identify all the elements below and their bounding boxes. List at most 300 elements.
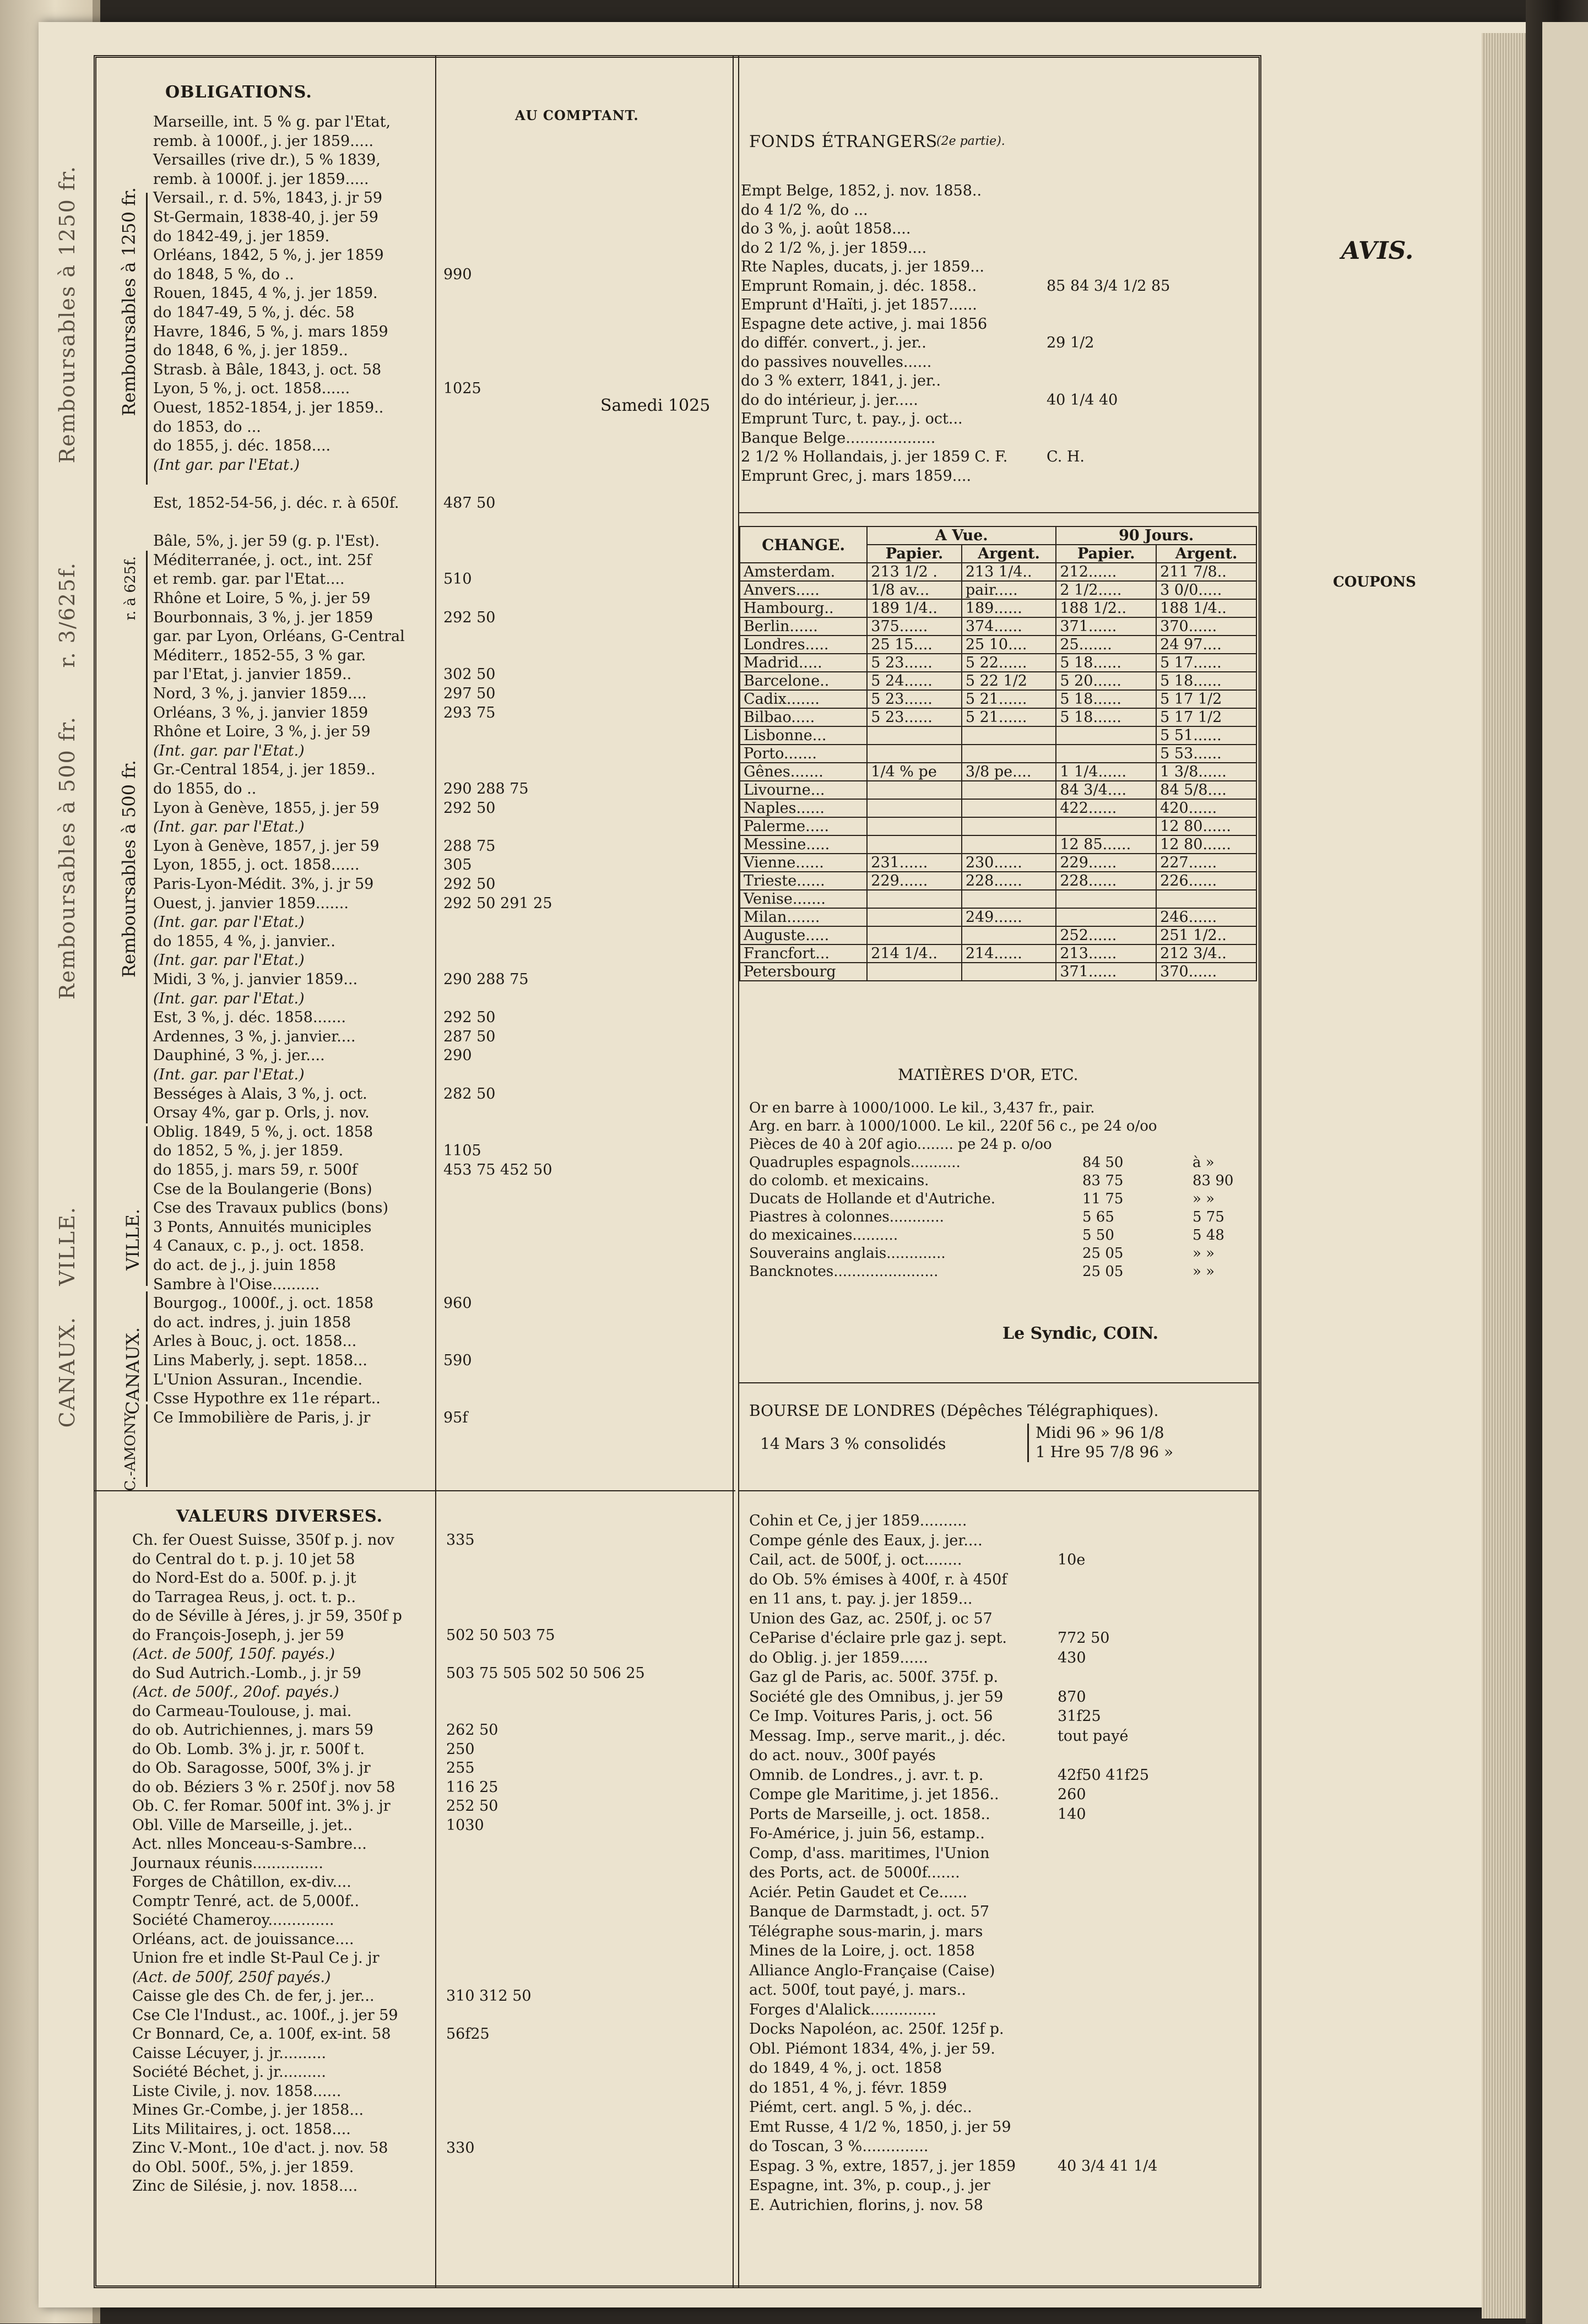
coupons-heading: COUPONS [1333, 574, 1416, 590]
fonds-subtitle: (2e partie). [936, 134, 1005, 148]
change-rate [962, 926, 1056, 944]
change-city: Bilbao..... [740, 708, 867, 726]
matiere-value: 84 50 [1082, 1154, 1124, 1171]
change-rate: 189...... [962, 599, 1056, 617]
row-label: do 1853, do ... [153, 418, 261, 436]
row-label: 2 1/2 % Hollandais, j. jer 1859 C. F. [741, 448, 1008, 465]
row-label: Rouen, 1845, 4 %, j. jer 1859. [153, 285, 378, 302]
row-label: Paris-Lyon-Médit. 3%, j. jr 59 [153, 876, 374, 893]
change-rate: 211 7/8.. [1156, 563, 1256, 581]
change-row [740, 872, 1256, 890]
change-row [740, 654, 1256, 672]
change-city: Lisbonne... [740, 726, 867, 745]
change-row [740, 636, 1256, 654]
change-city: Livourne... [740, 781, 867, 799]
change-rate [1056, 726, 1156, 745]
change-rate: 228...... [962, 872, 1056, 890]
row-label: Messag. Imp., serve marit., j. déc. [749, 1727, 1006, 1745]
change-rate: 370...... [1156, 617, 1256, 636]
row-label: Gaz gl de Paris, ac. 500f. 375f. p. [749, 1669, 999, 1686]
row-label: (Int. gar. par l'Etat.) [153, 742, 305, 759]
change-rate: 5 53...... [1156, 745, 1256, 763]
group-brace-canaux [146, 1291, 148, 1402]
row-label: do ob. Béziers 3 % r. 250f j. nov 58 [132, 1778, 395, 1796]
section-divider-left [94, 1490, 735, 1491]
matiere-value: à » [1193, 1154, 1215, 1171]
row-value: 252 50 [446, 1798, 498, 1815]
change-rate: 420...... [1156, 799, 1256, 817]
row-value: 310 312 50 [446, 1988, 532, 2005]
row-label: Obl. Piémont 1834, 4%, j. jer 59. [749, 2040, 995, 2057]
row-label: do Ob. Saragosse, 500f, 3% j. jr [132, 1760, 371, 1777]
change-city: Cadix....... [740, 690, 867, 708]
row-label: Act. nlles Monceau-s-Sambre... [132, 1836, 367, 1853]
matiere-label: Bancknotes....................... [749, 1263, 939, 1280]
row-label: St-Germain, 1838-40, j. jer 59 [153, 209, 378, 226]
binder-label-1250: Remboursables à 1250 fr. [55, 165, 79, 464]
row-value: 960 [443, 1295, 472, 1312]
binder-label-ville: VILLE. [55, 1206, 79, 1286]
row-value: 290 [443, 1047, 472, 1065]
change-city: Hambourg.. [740, 599, 867, 617]
group-brace-1250 [146, 193, 148, 485]
matiere-label: Ducats de Hollande et d'Autriche. [749, 1191, 996, 1207]
row-label: Société Chameroy.............. [132, 1912, 334, 1929]
row-label: do 1842-49, j. jer 1859. [153, 227, 330, 245]
change-rate: 5 21...... [962, 690, 1056, 708]
change-city: Francfort... [740, 944, 867, 963]
row-label: (Int. gar. par l'Etat.) [153, 914, 305, 931]
row-label: Sambre à l'Oise.......... [153, 1275, 320, 1293]
row-label: Nord, 3 %, j. janvier 1859.... [153, 685, 367, 702]
londres-date: 14 Mars 3 % consolidés [760, 1435, 946, 1453]
row-value: 140 [1058, 1805, 1086, 1823]
group-brace-ville [146, 1126, 148, 1286]
change-rate: 1 3/8...... [1156, 763, 1256, 781]
row-label: do Nord-Est do a. 500f. p. j. jt [132, 1570, 356, 1587]
londres-title: BOURSE DE LONDRES (Dépêches Télégraphiques). [749, 1402, 1159, 1420]
row-label: do act. de j., j. juin 1858 [153, 1257, 336, 1274]
change-rate: 212...... [1056, 563, 1156, 581]
londres-divider [738, 1382, 1259, 1383]
change-city: Petersbourg [740, 963, 867, 981]
row-label: do Toscan, 3 %.............. [749, 2138, 929, 2155]
change-rate: 371...... [1056, 963, 1156, 981]
row-value: 40 3/4 41 1/4 [1058, 2157, 1158, 2175]
row-label: Arles à Bouc, j. oct. 1858... [153, 1333, 357, 1350]
londres-midi: Midi 96 » 96 1/8 [1036, 1424, 1164, 1442]
change-rate: 12 80...... [1156, 817, 1256, 835]
row-label: Caisse gle des Ch. de fer, j. jer... [132, 1988, 375, 2005]
row-label: Ch. fer Ouest Suisse, 350f p. j. nov [132, 1532, 394, 1549]
change-row [740, 781, 1256, 799]
row-value: 502 50 503 75 [446, 1626, 555, 1644]
row-label: (Int gar. par l'Etat.) [153, 456, 300, 474]
change-rate [962, 745, 1056, 763]
row-label: Obl. Ville de Marseille, j. jet.. [132, 1816, 353, 1834]
row-label: Ce Imp. Voitures Paris, j. oct. 56 [749, 1708, 993, 1725]
change-rate: 188 1/4.. [1156, 599, 1256, 617]
change-row [740, 963, 1256, 981]
row-value: 330 [446, 2140, 475, 2157]
change-row [740, 763, 1256, 781]
row-label: Rte Naples, ducats, j. jer 1859... [741, 258, 984, 275]
row-label: Orléans, 3 %, j. janvier 1859 [153, 704, 368, 721]
row-label: Empt Belge, 1852, j. nov. 1858.. [741, 182, 982, 199]
row-label: Ports de Marseille, j. oct. 1858.. [749, 1805, 990, 1823]
avis-heading: AVIS. [1341, 237, 1414, 265]
change-rate [962, 817, 1056, 835]
row-label: do ob. Autrichiennes, j. mars 59 [132, 1722, 373, 1739]
row-value: 260 [1058, 1786, 1086, 1803]
change-rate [1056, 890, 1156, 908]
row-label: do François-Joseph, j. jer 59 [132, 1626, 344, 1644]
row-label: do do intérieur, j. jer..... [741, 391, 918, 409]
change-rate: 5 17...... [1156, 654, 1256, 672]
row-value: C. H. [1047, 448, 1085, 465]
row-label: do de Séville à Jéres, j. jr 59, 350f p [132, 1608, 402, 1625]
row-label: Orléans, act. de jouissance.... [132, 1930, 354, 1948]
row-label: et remb. gar. par l'Etat.... [153, 571, 345, 588]
jours-header: 90 Jours. [1056, 526, 1256, 545]
row-label: CeParise d'éclaire prle gaz j. sept. [749, 1630, 1007, 1647]
row-label: Emprunt Turc, t. pay., j. oct... [741, 410, 963, 427]
group-label-625: r. à 625f. [122, 556, 139, 621]
change-city: Auguste..... [740, 926, 867, 944]
change-rate: 5 18...... [1056, 708, 1156, 726]
change-city: Porto....... [740, 745, 867, 763]
change-rate: 25 10.... [962, 636, 1056, 654]
matiere-value: 5 65 [1082, 1209, 1114, 1225]
row-label: Rhône et Loire, 5 %, j. jer 59 [153, 590, 371, 607]
change-city: Messine..... [740, 835, 867, 854]
matiere-value: » » [1193, 1191, 1215, 1207]
change-rate: 213 1/2 . [867, 563, 962, 581]
row-value: 116 25 [446, 1778, 498, 1796]
row-label: Bourgog., 1000f., j. oct. 1858 [153, 1295, 374, 1312]
change-city: Gênes....... [740, 763, 867, 781]
row-value: 335 [446, 1532, 475, 1549]
row-value: 10e [1058, 1551, 1086, 1568]
avue-header: A Vue. [867, 526, 1056, 545]
row-label: en 11 ans, t. pay. j. jer 1859... [749, 1590, 973, 1608]
change-rate: 2 1/2..... [1056, 581, 1156, 599]
row-label: do 1851, 4 %, j. févr. 1859 [749, 2079, 947, 2097]
change-rate: 84 5/8.... [1156, 781, 1256, 799]
row-value: 453 75 452 50 [443, 1161, 552, 1179]
row-label: (Act. de 500f., 20of. payés.) [132, 1684, 339, 1701]
row-label: remb. à 1000f., j. jer 1859..... [153, 132, 374, 150]
change-rate: 3 0/0..... [1156, 581, 1256, 599]
change-rate: 5 18...... [1056, 690, 1156, 708]
londres-brace [1027, 1424, 1029, 1462]
change-rate: 249...... [962, 908, 1056, 926]
change-rate: 226...... [1156, 872, 1256, 890]
matiere-label: Quadruples espagnols........... [749, 1154, 961, 1171]
change-row [740, 835, 1256, 854]
binder-label-500: Remboursables à 500 fr. [55, 716, 79, 1000]
row-value: 95f [443, 1409, 468, 1426]
row-label: Compe gle Maritime, j. jet 1856.. [749, 1786, 999, 1803]
row-label: Ob. C. fer Romar. 500f int. 3% j. jr [132, 1798, 391, 1815]
change-rate [962, 835, 1056, 854]
row-value: 287 50 [443, 1028, 496, 1045]
matiere-label: do colomb. et mexicains. [749, 1172, 929, 1189]
row-label: do différ. convert., j. jer.. [741, 334, 926, 351]
matiere-label: Souverains anglais............. [749, 1245, 946, 1262]
row-label: Télégraphe sous-marin, j. mars [749, 1923, 983, 1940]
change-city: Londres..... [740, 636, 867, 654]
row-label: Forges d'Alalick.............. [749, 2001, 936, 2018]
matieres-title: MATIÈRES D'OR, ETC. [898, 1066, 1078, 1084]
row-label: Piémt, cert. angl. 5 %, j. déc.. [749, 2099, 972, 2116]
change-rate: 213 1/4.. [962, 563, 1056, 581]
row-label: Lyon, 1855, j. oct. 1858...... [153, 856, 360, 874]
row-label: do 1855, j. mars 59, r. 500f [153, 1161, 357, 1179]
row-value: 290 288 75 [443, 971, 529, 988]
change-row [740, 817, 1256, 835]
row-value: 288 75 [443, 837, 496, 855]
row-label: Société Béchet, j. jr.......... [132, 2064, 326, 2081]
change-rate [962, 726, 1056, 745]
row-value: 302 50 [443, 666, 496, 683]
change-rate: 230...... [962, 854, 1056, 872]
row-label: do Obl. 500f., 5%, j. jer 1859. [132, 2158, 354, 2176]
change-city: Madrid..... [740, 654, 867, 672]
row-value: 1030 [446, 1816, 484, 1834]
row-label: do 1855, do .. [153, 780, 257, 797]
row-label: Lyon, 5 %, j. oct. 1858...... [153, 380, 350, 398]
row-value: 56f25 [446, 2026, 490, 2043]
row-label: Gr.-Central 1854, j. jer 1859.. [153, 761, 376, 779]
row-label: Emprunt d'Haïti, j. jet 1857...... [741, 296, 977, 313]
change-rate: 5 22 1/2 [962, 672, 1056, 690]
row-label: Oblig. 1849, 5 %, j. oct. 1858 [153, 1123, 373, 1141]
row-label: (Act. de 500f, 150f. payés.) [132, 1646, 335, 1663]
row-label: Cohin et Ce, j jer 1859.......... [749, 1512, 967, 1529]
change-rate: 5 17 1/2 [1156, 690, 1256, 708]
matiere-value: 25 05 [1082, 1263, 1124, 1280]
row-value: 42f50 41f25 [1058, 1766, 1149, 1784]
change-rate: 1 1/4...... [1056, 763, 1156, 781]
row-label: Emprunt Grec, j. mars 1859.... [741, 467, 972, 485]
row-label: Comptr Tenré, act. de 5,000f.. [132, 1892, 360, 1910]
group-brace-625 [146, 551, 148, 639]
row-label: do 2 1/2 %, j. jer 1859.... [741, 239, 927, 257]
row-value: 772 50 [1058, 1630, 1110, 1647]
change-rate: 84 3/4.... [1056, 781, 1156, 799]
comptant-title: AU COMPTANT. [515, 107, 639, 123]
group-label-ville: VILLE. [122, 1209, 143, 1270]
change-rate [867, 799, 962, 817]
row-label: Cse Cle l'Indust., ac. 100f., j. jer 59 [132, 2006, 398, 2024]
change-rate: 12 85...... [1056, 835, 1156, 854]
change-row [740, 581, 1256, 599]
change-city: Palerme..... [740, 817, 867, 835]
row-label: Caisse Lécuyer, j. jr.......... [132, 2044, 327, 2062]
change-row [740, 854, 1256, 872]
row-label: E. Autrichien, florins, j. nov. 58 [749, 2196, 983, 2214]
change-city: Vienne...... [740, 854, 867, 872]
row-value: 590 [443, 1352, 472, 1369]
change-rate: 375...... [867, 617, 962, 636]
row-label: Méditerranée, j. oct., int. 25f [153, 551, 372, 569]
change-rate: 5 18...... [1156, 672, 1256, 690]
change-rate: 5 23...... [867, 690, 962, 708]
row-label: act. 500f, tout payé, j. mars.. [749, 1981, 966, 1999]
fonds-title: FONDS ÉTRANGERS [749, 132, 938, 151]
change-rate: 188 1/2.. [1056, 599, 1156, 617]
row-label: Cse des Travaux publics (bons) [153, 1199, 388, 1217]
matiere-value: 11 75 [1082, 1191, 1124, 1207]
matiere-value: 5 50 [1082, 1227, 1114, 1244]
change-rate: 5 51...... [1156, 726, 1256, 745]
group-label-500: Remboursables à 500 fr. [118, 760, 139, 978]
change-rate: 214 1/4.. [867, 944, 962, 963]
change-rate: 25....... [1056, 636, 1156, 654]
change-rate [867, 926, 962, 944]
row-label: do 1855, 4 %, j. janvier.. [153, 932, 335, 950]
change-rate [1056, 745, 1156, 763]
matiere-label: Arg. en barr. à 1000/1000. Le kil., 220f 56 c., pe 24 o/oo [749, 1118, 1157, 1134]
row-label: des Ports, act. de 5000f....... [749, 1864, 960, 1881]
divider-mid [733, 55, 734, 2288]
divider-mid-2 [738, 55, 739, 2288]
row-label: Banque Belge................... [741, 429, 936, 447]
change-rate [962, 781, 1056, 799]
row-label: Zinc de Silésie, j. nov. 1858.... [132, 2178, 358, 2195]
row-value: 305 [443, 856, 472, 874]
change-city: Barcelone.. [740, 672, 867, 690]
row-label: Lits Militaires, j. oct. 1858.... [132, 2120, 351, 2138]
change-rate: 251 1/2.. [1156, 926, 1256, 944]
row-label: Emprunt Romain, j. déc. 1858.. [741, 277, 977, 295]
row-label: Mines Gr.-Combe, j. jer 1858... [132, 2102, 364, 2119]
row-value: 870 [1058, 1688, 1086, 1706]
row-value: 85 84 3/4 1/2 85 [1047, 277, 1170, 295]
change-row [740, 890, 1256, 908]
row-label: (Int. gar. par l'Etat.) [153, 1066, 305, 1083]
row-label: gar. par Lyon, Orléans, G-Central [153, 628, 405, 645]
change-rate: 5 18...... [1056, 654, 1156, 672]
row-value: 292 50 [443, 1009, 496, 1027]
row-label: do 1855, j. déc. 1858.... [153, 437, 331, 455]
change-row [740, 745, 1256, 763]
change-rate [867, 835, 962, 854]
row-label: Espag. 3 %, extre, 1857, j. jer 1859 [749, 2157, 1016, 2175]
change-rate: 5 22...... [962, 654, 1056, 672]
row-label: do Ob. 5% émises à 400f, r. à 450f [749, 1571, 1007, 1588]
row-value: 503 75 505 502 50 506 25 [446, 1664, 645, 1682]
change-rate: 229...... [1056, 854, 1156, 872]
change-row [740, 799, 1256, 817]
change-rate [1056, 817, 1156, 835]
row-label: Versailles (rive dr.), 5 % 1839, [153, 151, 381, 169]
change-rate: 1/4 % pe [867, 763, 962, 781]
row-label: (Int. gar. par l'Etat.) [153, 818, 305, 836]
change-rate: 228...... [1056, 872, 1156, 890]
row-label: Marseille, int. 5 % g. par l'Etat, [153, 113, 391, 131]
row-label: Bourbonnais, 3 %, j. jer 1859 [153, 609, 373, 626]
samedi-note: Samedi 1025 [600, 396, 711, 415]
change-rate [867, 726, 962, 745]
row-value: 1105 [443, 1142, 481, 1160]
row-value: 297 50 [443, 685, 496, 702]
row-label: Docks Napoléon, ac. 250f. 125f p. [749, 2021, 1004, 2038]
binder-label-625: r. 3/625f. [55, 562, 79, 668]
row-value: 510 [443, 571, 472, 588]
row-label: Ouest, j. janvier 1859....... [153, 894, 349, 912]
row-label: Lins Maberly, j. sept. 1858... [153, 1352, 367, 1369]
row-label: do 1848, 5 %, do .. [153, 265, 294, 283]
row-label: Banque de Darmstadt, j. oct. 57 [749, 1903, 990, 1920]
change-rate: 214...... [962, 944, 1056, 963]
change-rate [867, 963, 962, 981]
matiere-label: Or en barre à 1000/1000. Le kil., 3,437 fr., pair. [749, 1100, 1095, 1116]
row-value: 292 50 291 25 [443, 894, 552, 912]
row-label: Omnib. de Londres., j. avr. t. p. [749, 1766, 984, 1784]
row-label: do 3 %, j. août 1858.... [741, 220, 911, 237]
row-label: Espagne, int. 3%, p. coup., j. jer [749, 2177, 990, 2194]
matiere-label: Piastres à colonnes............ [749, 1209, 944, 1225]
change-rate: 5 24...... [867, 672, 962, 690]
row-label: Cse de la Boulangerie (Bons) [153, 1180, 372, 1198]
row-label: do 1848, 6 %, j. jer 1859.. [153, 342, 348, 360]
col-argent-90: Argent. [1156, 545, 1256, 563]
change-table [739, 526, 1257, 981]
change-city: Anvers..... [740, 581, 867, 599]
change-rate: 212 3/4.. [1156, 944, 1256, 963]
change-city: Berlin...... [740, 617, 867, 636]
change-rate: 12 80...... [1156, 835, 1256, 854]
group-label-div: C.-AMONY [122, 1413, 139, 1491]
change-rate: 1/8 av... [867, 581, 962, 599]
row-label: Orsay 4%, gar p. Orls, j. nov. [153, 1104, 370, 1122]
syndic-signature: Le Syndic, COIN. [1002, 1324, 1159, 1343]
row-label: Espagne dete active, j. mai 1856 [741, 315, 988, 333]
londres-1h: 1 Hre 95 7/8 96 » [1036, 1443, 1174, 1461]
change-rate [867, 890, 962, 908]
row-label: Mines de la Loire, j. oct. 1858 [749, 1942, 975, 1959]
change-row [740, 563, 1256, 581]
change-row [740, 690, 1256, 708]
row-value: 990 [443, 265, 472, 283]
change-rate: pair..... [962, 581, 1056, 599]
row-label: Csse Hypothre ex 11e répart.. [153, 1390, 381, 1408]
change-city: Venise....... [740, 890, 867, 908]
row-label: Est, 3 %, j. déc. 1858....... [153, 1009, 346, 1027]
change-rate: 374...... [962, 617, 1056, 636]
row-label: Bességes à Alais, 3 %, j. oct. [153, 1085, 367, 1103]
row-value: 255 [446, 1760, 475, 1777]
row-value: 430 [1058, 1649, 1086, 1666]
row-label: do act. indres, j. juin 1858 [153, 1313, 351, 1331]
row-label: Rhône et Loire, 3 %, j. jer 59 [153, 723, 371, 741]
row-label: Forges de Châtillon, ex-div.... [132, 1874, 351, 1891]
row-value: 487 50 [443, 495, 496, 512]
row-label: do 3 % exterr, 1841, j. jer.. [741, 372, 941, 389]
matiere-value: 83 90 [1193, 1172, 1234, 1189]
row-label: Compe génle des Eaux, j. jer.... [749, 1532, 983, 1549]
change-rate: 370...... [1156, 963, 1256, 981]
row-label: Dauphiné, 3 %, j. jer.... [153, 1047, 325, 1065]
row-label: do Tarragea Reus, j. oct. t. p.. [132, 1588, 356, 1606]
change-city: Trieste...... [740, 872, 867, 890]
valeurs-title: VALEURS DIVERSES. [176, 1507, 383, 1526]
row-value: 292 50 [443, 876, 496, 893]
row-value: 250 [446, 1740, 475, 1758]
change-city: Amsterdam. [740, 563, 867, 581]
